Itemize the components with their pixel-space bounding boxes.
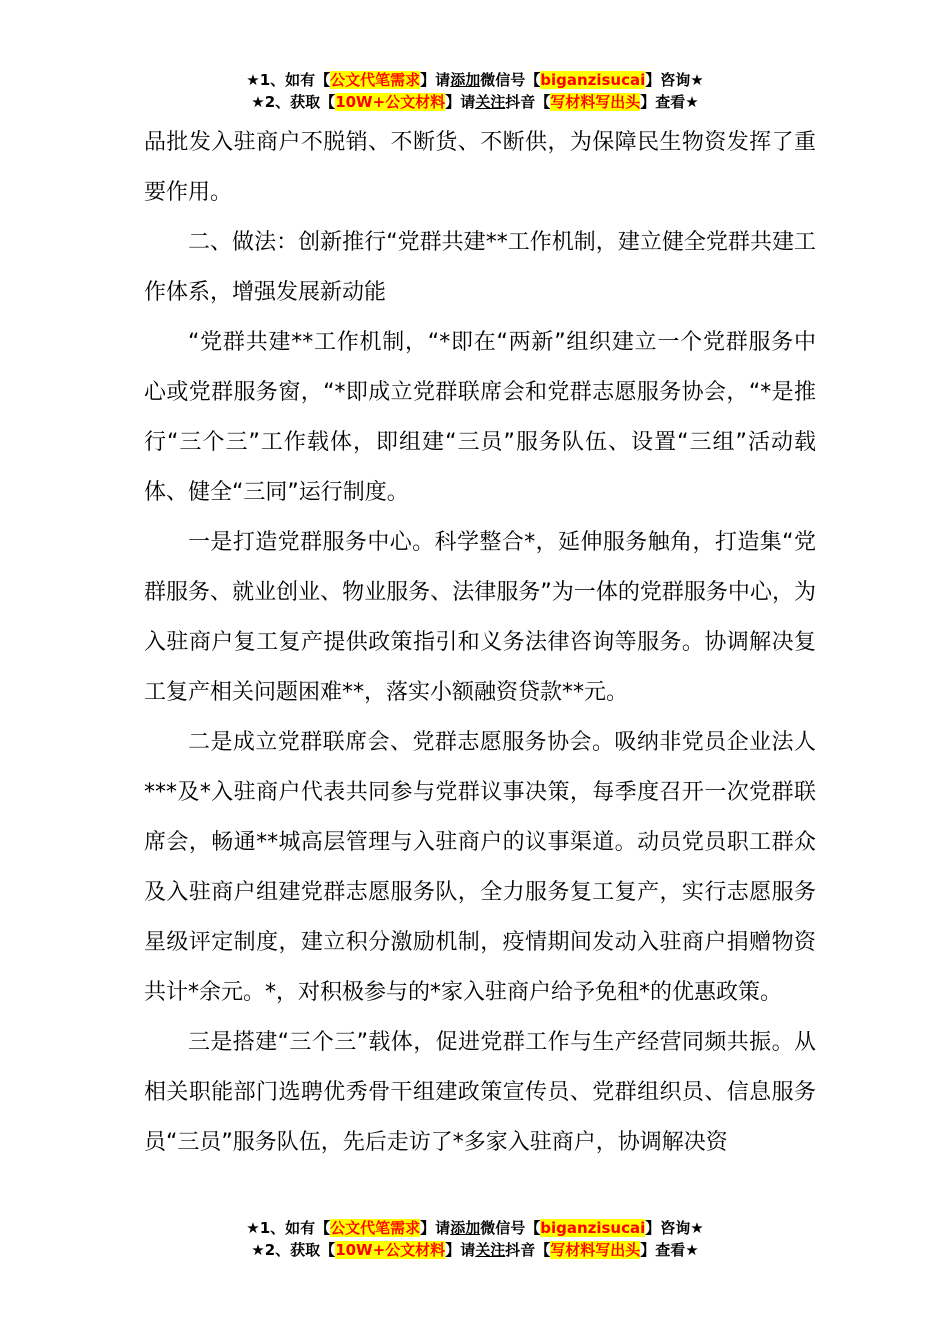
header-notice (0, 69, 950, 113)
highlight-text: 10W+公文材料 (335, 1241, 446, 1259)
notice-line-1 (0, 1217, 950, 1239)
notice-text: ★1、如有【 (246, 1219, 331, 1237)
notice-line-2 (0, 91, 950, 113)
notice-text: 】请 (445, 93, 476, 111)
notice-text: 】咨询★ (645, 1219, 704, 1237)
footer-notice (0, 1217, 950, 1261)
notice-text: 抖音【 (505, 93, 551, 111)
paragraph: 二是成立党群联席会、党群志愿服务协会。吸纳非党员企业法人***及*入驻商户代表共同参与党群议事决策，每季度召开一次党群联席会，畅通**城高层管理与入驻商户的议事渠道。动员党员职工群众及入驻商户组建党群志愿服务队，全力服务复工复产，实行志愿服务星级评定制度，建立积分激励机制，疫情期间发动入驻商户捐赠物资共计*余元。*，对积极参与的*家入驻商户给予免租*的优惠政策。 (144, 730, 816, 1005)
notice-text: ★2、获取【 (251, 93, 336, 111)
paragraph: “党群共建**工作机制，“*即在“两新”组织建立一个党群服务中心或党群服务窗，“*即成立党群联席会和党群志愿服务协会，“*是推行“三个三”工作载体，即组建“三员”服务队伍、设置“三组”活动载体、健全“三同”运行制度。 (144, 330, 816, 505)
notice-text: ★1、如有【 (246, 71, 331, 89)
underlined-text: 关注 (475, 93, 506, 111)
notice-text: 】咨询★ (645, 71, 704, 89)
douyin-id-highlight: 写材料写出头 (550, 1241, 641, 1259)
notice-text: 】查看★ (640, 1241, 699, 1259)
underlined-text: 添加 (450, 1219, 481, 1237)
paragraph: 三是搭建“三个三”载体，促进党群工作与生产经营同频共振。从相关职能部门选聘优秀骨干组建政策宣传员、党群组织员、信息服务员“三员”服务队伍，先后走访了*多家入驻商户，协调解决资 (144, 1030, 816, 1155)
notice-text: 】请 (445, 1241, 476, 1259)
notice-text: 】请 (420, 1219, 451, 1237)
paragraph-continuation: 品批发入驻商户不脱销、不断货、不断供，为保障民生物资发挥了重要作用。 (144, 130, 816, 205)
notice-text: 】查看★ (640, 93, 699, 111)
underlined-text: 添加 (450, 71, 481, 89)
paragraph: 一是打造党群服务中心。科学整合*，延伸服务触角，打造集“党群服务、就业创业、物业服务、法律服务”为一体的党群服务中心，为入驻商户复工复产提供政策指引和义务法律咨询等服务。协调解决复工复产相关问题困难**，落实小额融资贷款**元。 (144, 530, 816, 705)
douyin-id-highlight: 写材料写出头 (550, 93, 641, 111)
highlight-text: 公文代笔需求 (330, 71, 421, 89)
notice-text: ★2、获取【 (251, 1241, 336, 1259)
underlined-text: 关注 (475, 1241, 506, 1259)
highlight-text: 10W+公文材料 (335, 93, 446, 111)
notice-line-1 (0, 69, 950, 91)
highlight-text: 公文代笔需求 (330, 1219, 421, 1237)
notice-text: 抖音【 (505, 1241, 551, 1259)
notice-line-2 (0, 1239, 950, 1261)
wechat-id-highlight: biganzisucai (540, 71, 646, 89)
notice-text: 微信号【 (480, 1219, 541, 1237)
wechat-id-highlight: biganzisucai (540, 1219, 646, 1237)
document-body (144, 118, 816, 1168)
section-heading: 二、做法：创新推行“党群共建**工作机制，建立健全党群共建工作体系，增强发展新动能 (144, 230, 816, 305)
notice-text: 】请 (420, 71, 451, 89)
notice-text: 微信号【 (480, 71, 541, 89)
